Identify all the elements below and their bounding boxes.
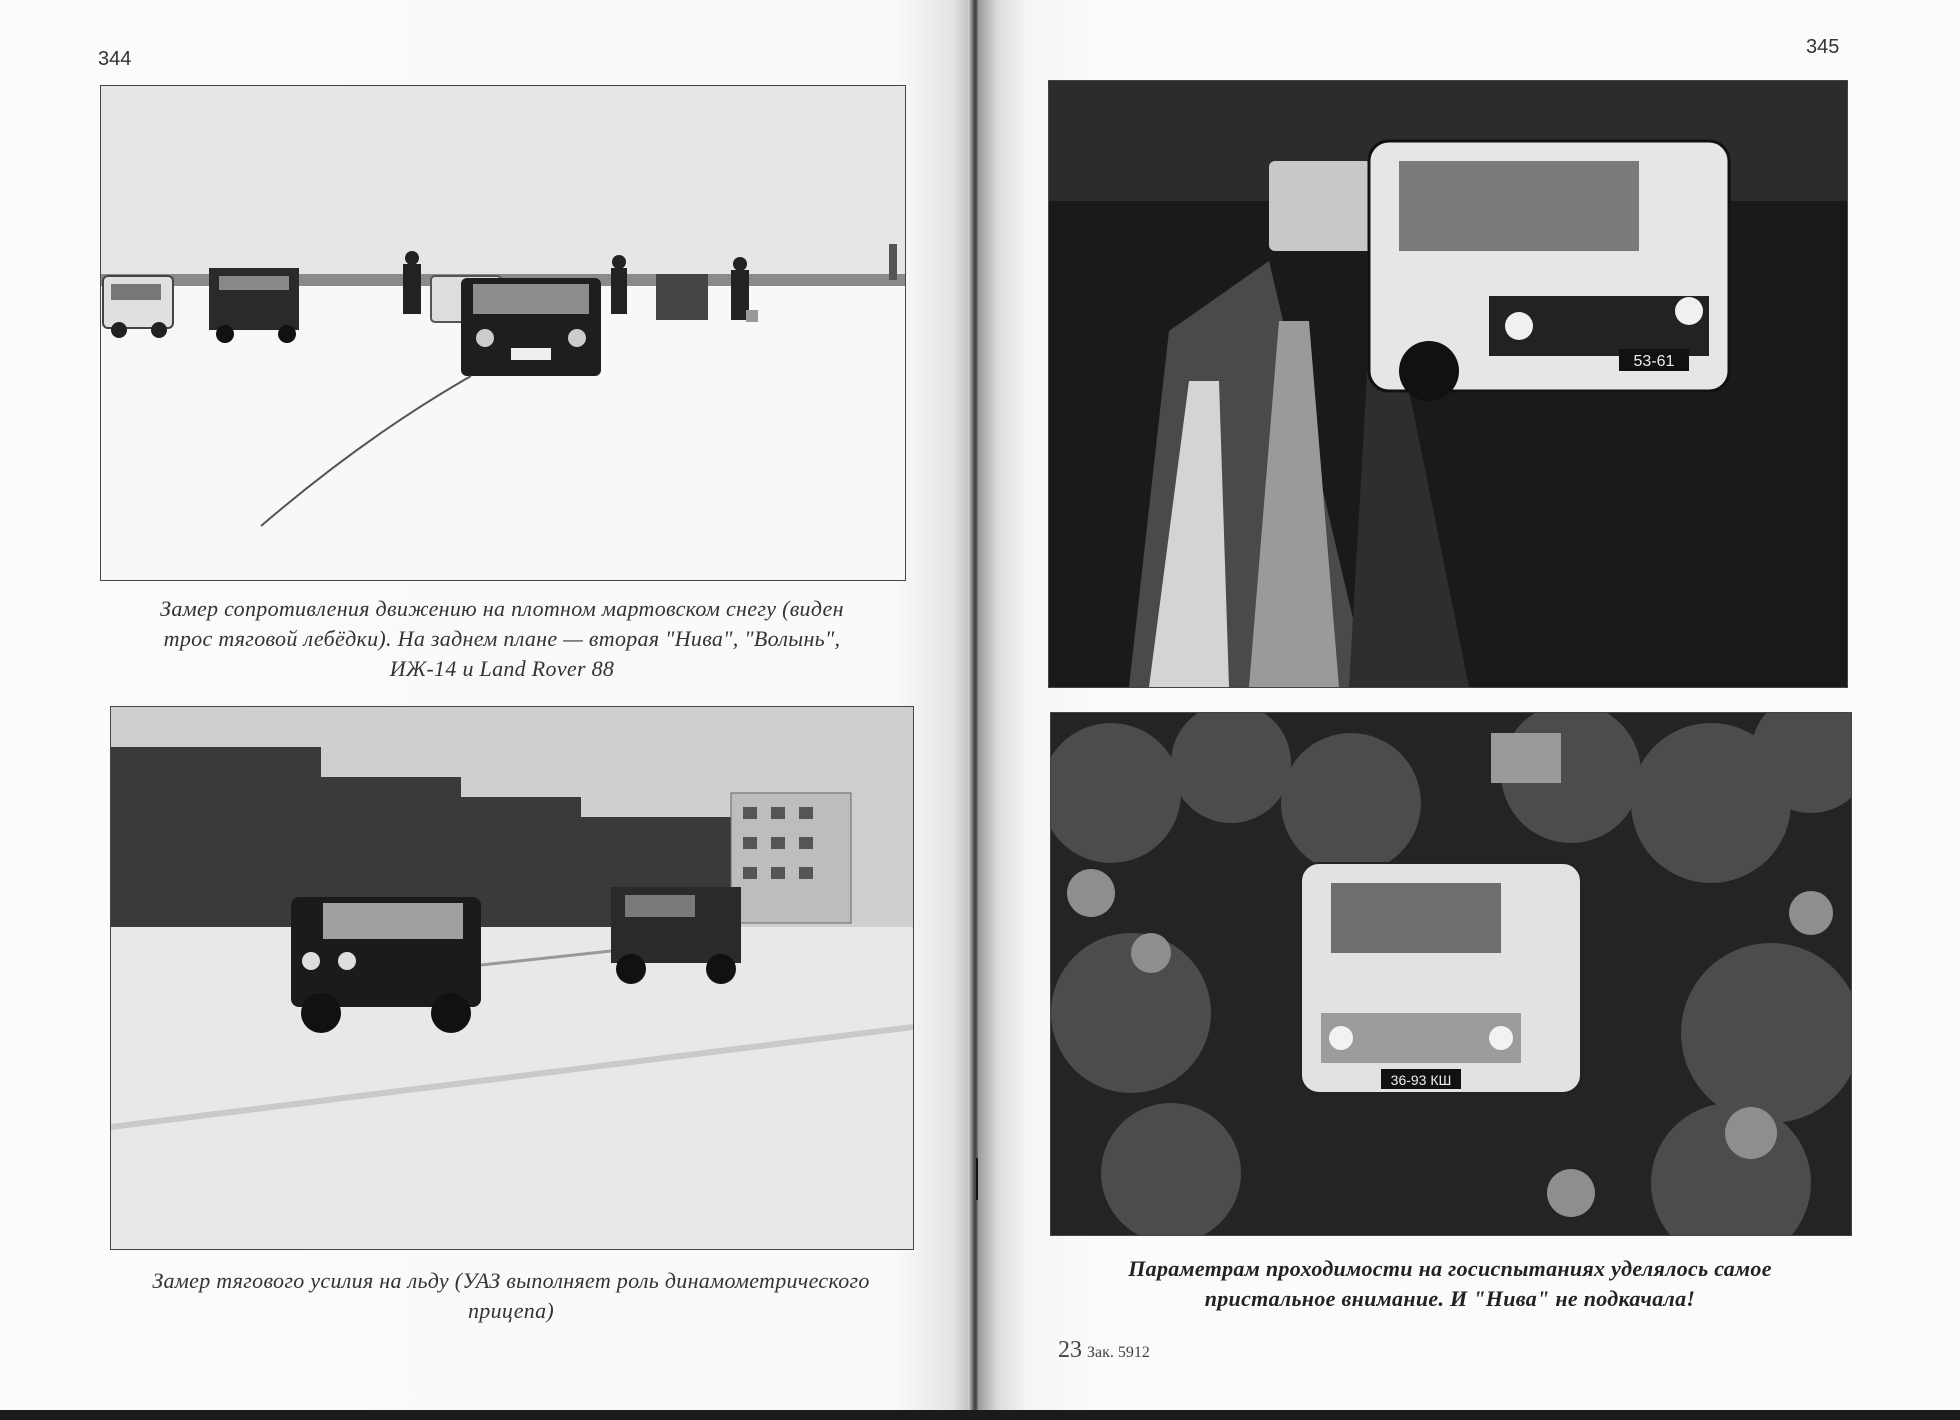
caption-snow-test xyxy=(100,594,904,684)
photo-ice-test xyxy=(110,706,914,1250)
main-niva xyxy=(461,278,601,376)
caption-ice-test xyxy=(110,1266,912,1326)
caption-line: ИЖ-14 и Land Rover 88 xyxy=(389,656,615,681)
photo-forest xyxy=(1050,712,1852,1236)
mud-road-illustration xyxy=(1049,81,1847,687)
ice-test-illustration xyxy=(111,707,913,1249)
white-niva-forest xyxy=(1301,863,1581,1093)
caption-line: Параметрам проходимости на госиспытаниях уделялось самое xyxy=(1128,1256,1772,1281)
caption-line: пристальное внимание. И "Нива" не подкачала! xyxy=(1204,1286,1696,1311)
left-page xyxy=(0,0,972,1412)
white-niva-mud xyxy=(1369,141,1729,401)
order-label: Зак. 5912 xyxy=(1087,1344,1150,1361)
caption-line: Замер тягового усилия на льду (УАЗ выполняет роль динамометрического xyxy=(152,1268,870,1293)
page-number-right: 345 xyxy=(1806,36,1840,58)
white-niva-far xyxy=(103,276,173,338)
snow-test-illustration xyxy=(101,86,905,580)
photo-mud-road xyxy=(1048,80,1848,688)
caption-line: прицепа) xyxy=(467,1298,555,1323)
book-bottom-edge xyxy=(0,1410,1960,1420)
caption-forest xyxy=(1050,1254,1850,1314)
plate-number: 36-93 КШ xyxy=(1390,1072,1452,1088)
caption-line: Замер сопротивления движению на плотном мартовском снегу (виден xyxy=(160,596,844,621)
page-number-left: 344 xyxy=(98,48,132,70)
printer-signature xyxy=(1058,1337,1150,1364)
sheet-number: 23 xyxy=(1058,1337,1082,1363)
right-page xyxy=(978,0,1960,1412)
photo-snow-test xyxy=(100,85,906,581)
forest-illustration xyxy=(1051,713,1851,1235)
plate-number: 53-61 xyxy=(1633,353,1675,370)
caption-line: трос тяговой лебёдки). На заднем плане — вторая "Нива", "Волынь", xyxy=(163,626,841,651)
